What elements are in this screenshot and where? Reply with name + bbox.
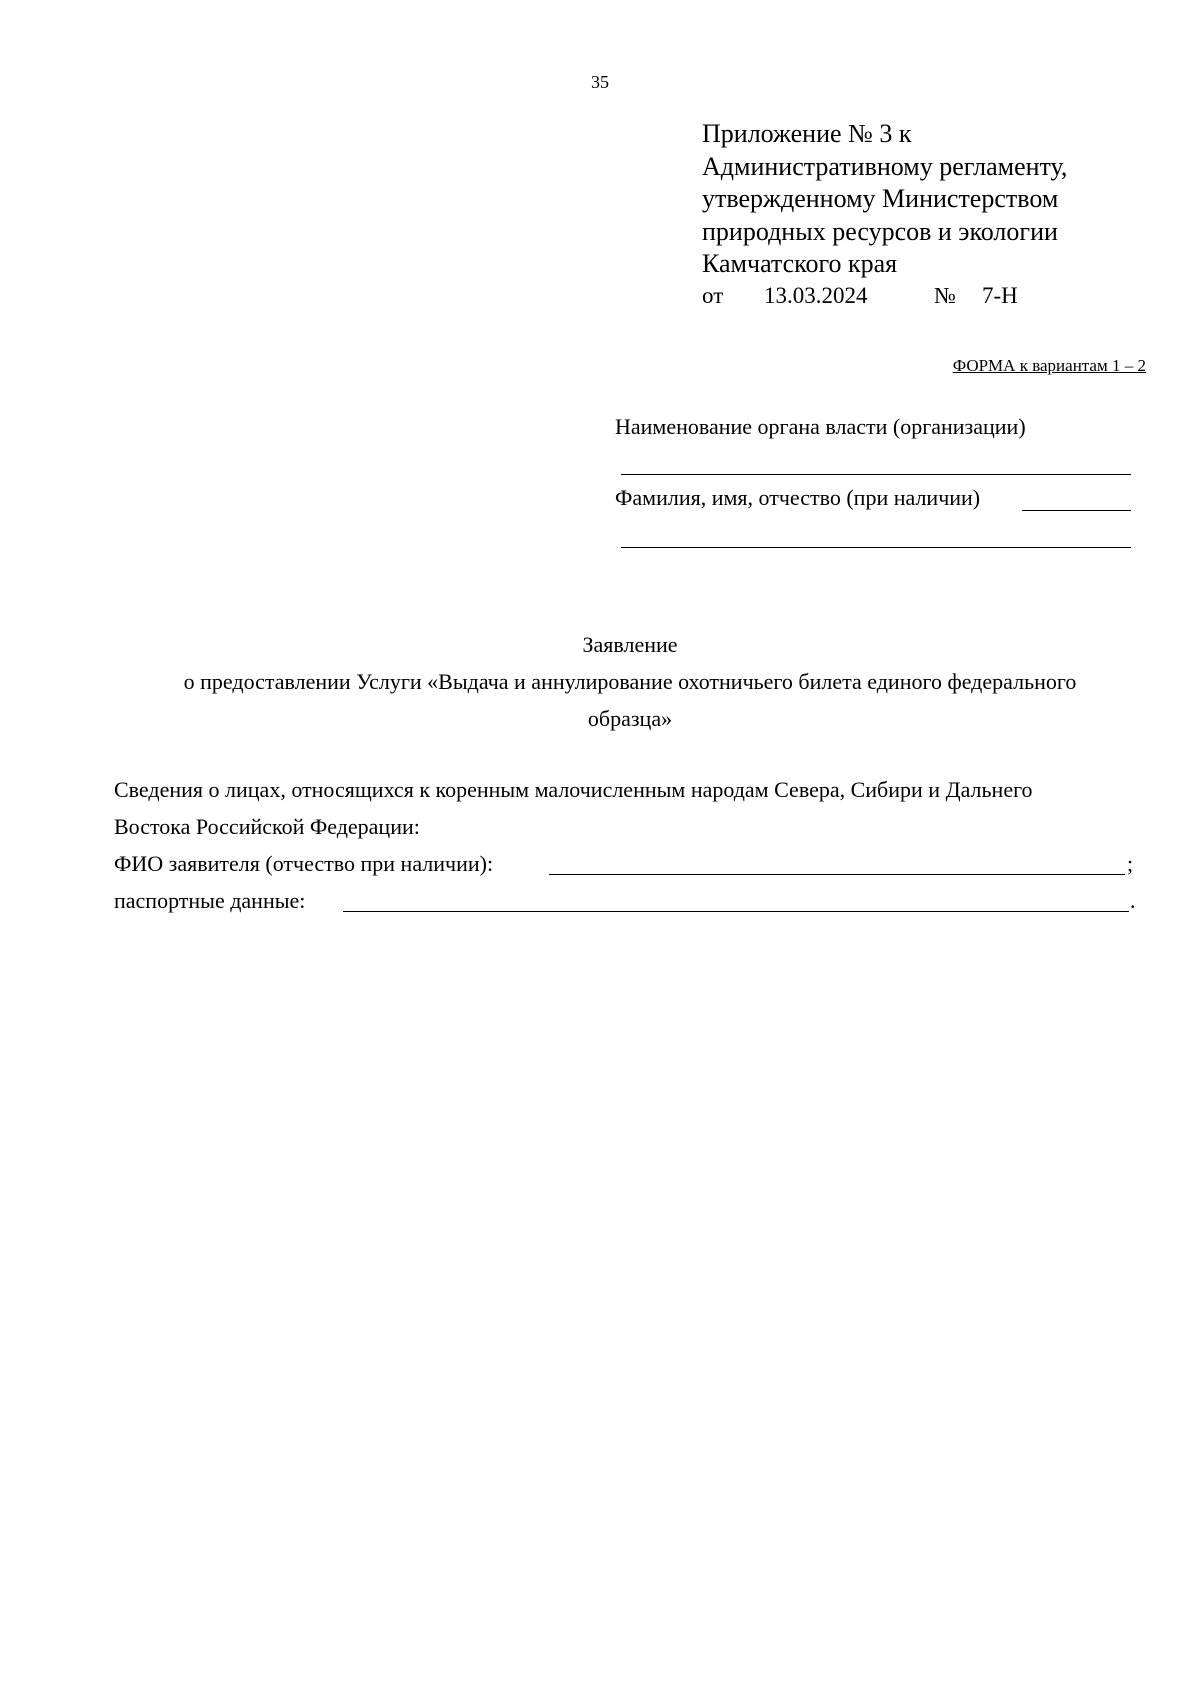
application-subtitle-continued: образца» [587, 706, 673, 731]
fio-field[interactable] [549, 874, 1125, 875]
form-variant-label: ФОРМА к вариантам 1 – 2 [952, 356, 1146, 375]
authority-name-label: Наименование органа власти (организации) [615, 414, 1026, 439]
appendix-line: Административному регламенту, [702, 151, 1068, 181]
indigenous-info-text: Сведения о лицах, относящихся к коренным малочисленным народам Севера, Сибири и Дальнего [114, 777, 1033, 802]
appendix-line: утвержденному Министерством [702, 184, 1059, 213]
document-number: 7-Н [982, 283, 1018, 308]
applicant-fio-field[interactable] [1022, 510, 1131, 511]
application-title: Заявление [582, 632, 678, 657]
appendix-line: Камчатского края [702, 249, 898, 278]
appendix-line: природных ресурсов и экологии [702, 216, 1058, 246]
from-label: от [702, 283, 724, 308]
fio-label: ФИО заявителя (отчество при наличии): [114, 851, 494, 876]
fio-terminator: ; [1127, 851, 1134, 876]
appendix-line: Приложение № 3 к [702, 119, 912, 148]
passport-terminator: . [1130, 888, 1136, 913]
application-subtitle: о предоставлении Услуги «Выдача и аннулирование охотничьего билета единого федерального [183, 669, 1077, 694]
appendix-date-line [702, 283, 1018, 309]
number-sign: № [934, 283, 956, 308]
authority-name-field[interactable] [621, 474, 1131, 475]
applicant-fio-label: Фамилия, имя, отчество (при наличии) [615, 485, 981, 510]
appendix-header [702, 118, 1067, 281]
document-date: 13.03.2024 [764, 283, 868, 308]
applicant-fio-field-continued[interactable] [621, 547, 1131, 548]
passport-field[interactable] [343, 911, 1129, 912]
page-number: 35 [591, 72, 609, 92]
passport-label: паспортные данные: [114, 888, 306, 913]
indigenous-info-text-continued: Востока Российской Федерации: [114, 814, 420, 839]
